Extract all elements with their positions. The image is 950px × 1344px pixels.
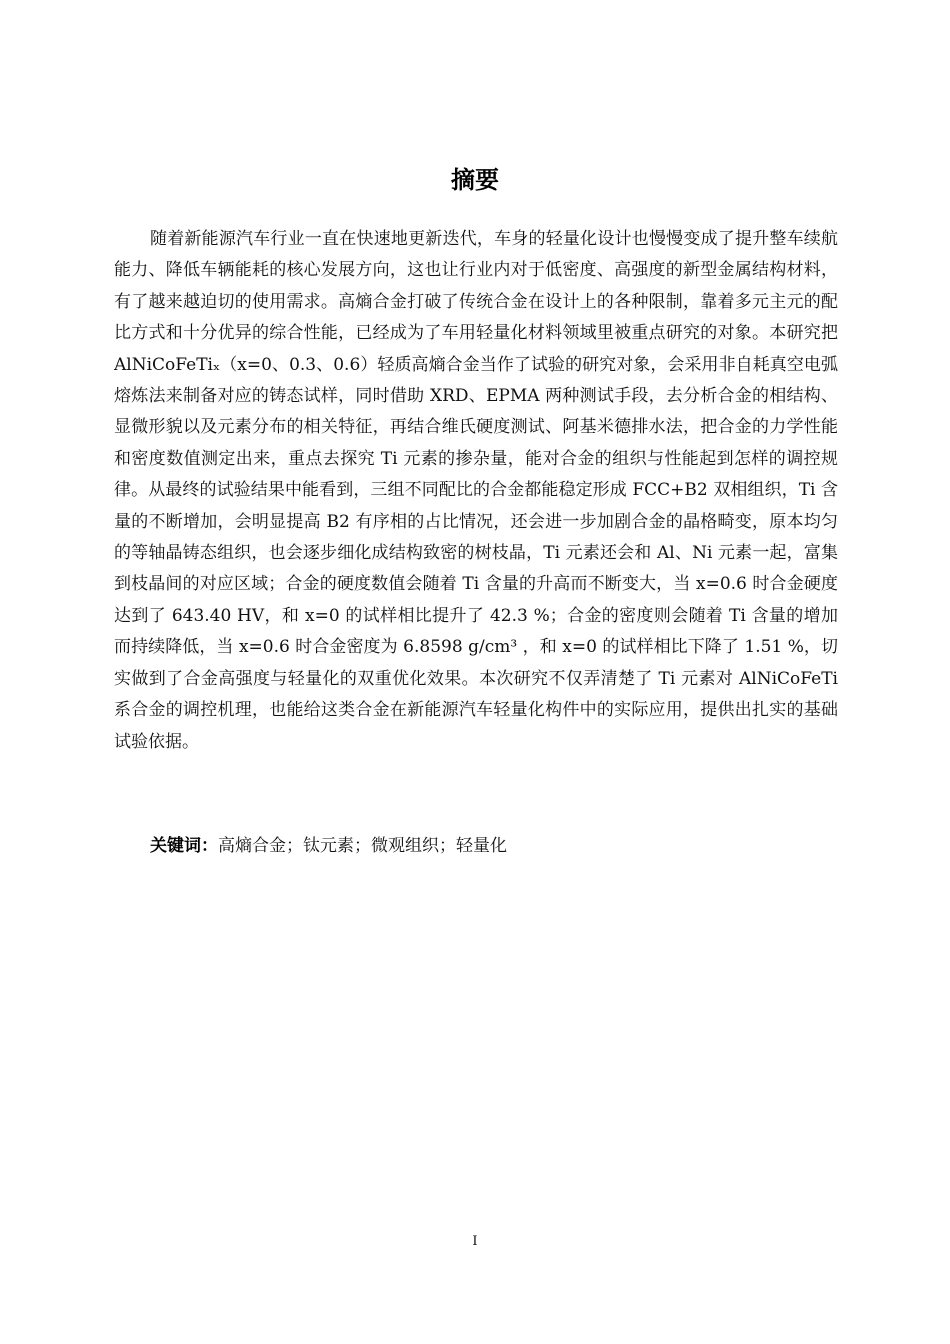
keywords-text: 高熵合金；钛元素；微观组织；轻量化 [218, 836, 507, 856]
keywords-label: 关键词： [150, 836, 218, 856]
abstract-title: 摘要 [451, 166, 499, 194]
keywords-line [150, 831, 840, 861]
page-number: I [472, 1234, 478, 1249]
abstract-body: 随着新能源汽车行业一直在快速地更新迭代，车身的轻量化设计也慢慢变成了提升整车续航能力、降低车辆能耗的核心发展方向，这也让行业内对于低密度、高强度的新型金属结构材料，有了越来越迫切的使用需求。高熵合金打破了传统合金在设计上的各种限制，靠着多元主元的配比方式和十分优异的综合性能，已经成为了车用轻量化材料领域里被重点研究的对象。本研究把 AlNiCoFeTiₓ（x=0、0.3、0.6）轻质高熵合金当作了试验的研究对象，会采用非自耗真空电弧熔炼法来制备对应的铸态试样，同时借助 XRD、EPMA 两种测试手段，去分析合金的相结构、显微形貌以及元素分布的相关特征，再结合维氏硬度测试、阿基米德排水法，把合金的力学性能和密度数值测定出来，重点去探究 Ti 元素的掺杂量，能对合金的组织与性能起到怎样的调控规律。从最终的试验结果中能看到，三组不同配比的合金都能稳定形成 FCC+B2 双相组织，Ti 含量的不断增加，会明显提高 B2 有序相的占比情况，还会进一步加剧合金的晶格畸变，原本均匀的等轴晶铸态组织，也会逐步细化成结构致密的树枝晶，Ti 元素还会和 Al、Ni 元素一起，富集到枝晶间的对应区域；合金的硬度数值会随着 Ti 含量的升高而不断变大，当 x=0.6 时合金硬度达到了 643.40 HV，和 x=0 的试样相比提升了 42.3 %；合金的密度则会随着 Ti 含量的增加而持续降低，当 x=0.6 时合金密度为 6.8598 g/cm³ ，和 x=0 的试样相比下降了 1.51 %，切实做到了合金高强度与轻量化的双重优化效果。本次研究不仅弄清楚了 Ti 元素对 AlNiCoFeTi 系合金的调控机理，也能给这类合金在新能源汽车轻量化构件中的实际应用，提供出扎实的基础试验依据。 [114, 229, 838, 752]
